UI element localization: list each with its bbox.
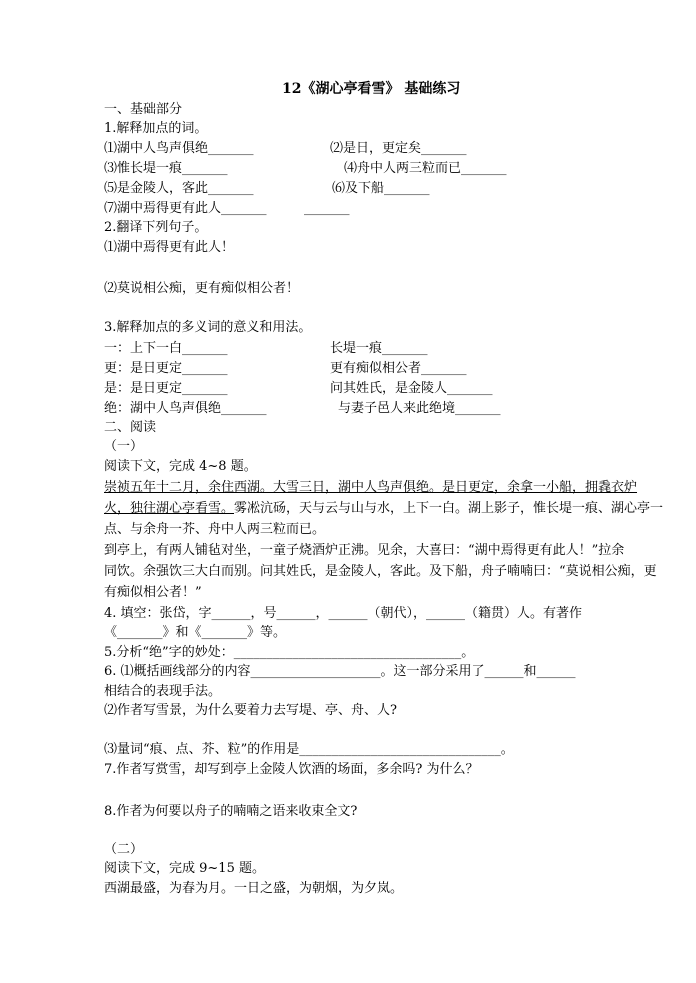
section2-heading: 二、阅读 xyxy=(104,420,157,435)
q7: 7.作者写赏雪，却写到亭上金陵人饮酒的场面，多余吗? 为什么？ xyxy=(104,762,479,777)
worksheet-title: 12《湖心亭看雪》 基础练习 xyxy=(282,81,461,97)
passage-line-2 xyxy=(104,499,663,518)
q5: 5.分析“绝”字的妙处：___________________________________。 xyxy=(104,645,475,660)
q3-row-2-right: 更有痴似相公者_______ xyxy=(330,361,467,376)
passage-line-2-underlined: 火，独往湖心亭看雪。 xyxy=(104,501,235,516)
q3-prompt: 3.解释加点的多义词的意义和用法。 xyxy=(104,320,312,335)
q1-item-5: ⑸是金陵人，客此_______ xyxy=(104,181,254,196)
passage-line-5: 同饮。余强饮三大白而别。问其姓氏，是金陵人，客此。及下船，舟子喃喃曰：“莫说相公痴，更 xyxy=(104,564,657,579)
q1-item-7: ⑺湖中焉得更有此人_______ xyxy=(104,201,267,216)
passage-line-4: 到亭上，有两人铺毡对坐，一童子烧酒炉正沸。见余，大喜曰：“湖中焉得更有此人！”拉余 xyxy=(104,543,625,558)
q4-line-1: 4. 填空：张岱，字______，号______，______（朝代），______（籍贯）人。有著作 xyxy=(104,606,583,621)
q1-item-8-blank: _______ xyxy=(304,201,350,216)
passage-line-2-rest: 雾凇沆砀，天与云与山与水，上下一白。湖上影子，惟长堤一痕、湖心亭一 xyxy=(234,501,664,516)
q6-1: 6. ⑴概括画线部分的内容____________________。这一部分采用了______和______ xyxy=(104,664,576,679)
part1-label: （一） xyxy=(104,439,144,454)
q3-row-4-left: 绝：湖中人鸟声俱绝_______ xyxy=(104,401,267,416)
q1-item-4: ⑷舟中人两三粒而已_______ xyxy=(344,161,507,176)
q3-row-1-right: 长堤一痕_______ xyxy=(330,341,428,356)
q2-item-1: ⑴湖中焉得更有此人！ xyxy=(104,240,235,255)
q1-item-3: ⑶惟长堤一痕_______ xyxy=(104,161,228,176)
q1-item-2: ⑵是日，更定矣_______ xyxy=(330,141,467,156)
part2-passage-line-1: 西湖最盛，为春为月。一日之盛，为朝烟，为夕岚。 xyxy=(104,881,404,896)
q1-item-6: ⑹及下船_______ xyxy=(332,181,430,196)
q3-row-3-left: 是：是日更定_______ xyxy=(104,381,228,396)
q3-row-2-left: 更：是日更定_______ xyxy=(104,361,228,376)
q3-row-1-left: 一：上下一白_______ xyxy=(104,341,228,356)
q6-3: ⑶量词“痕、点、芥、粒”的作用是_______________________________。 xyxy=(104,742,514,757)
q6-1-cont: 相结合的表现手法。 xyxy=(104,684,222,699)
q3-row-3-right: 问其姓氏，是金陵人_______ xyxy=(330,381,493,396)
q3-row-4-right: 与妻子邑人来此绝境_______ xyxy=(338,401,501,416)
q2-item-2: ⑵莫说相公痴，更有痴似相公者！ xyxy=(104,281,300,296)
q6-2: ⑵作者写雪景，为什么要着力去写堤、亭、舟、人? xyxy=(104,703,397,718)
q2-prompt: 2.翻译下列句子。 xyxy=(104,220,208,235)
q1-item-1: ⑴湖中人鸟声俱绝_______ xyxy=(104,141,254,156)
q4-line-2: 《_______》和《_______》等。 xyxy=(104,625,287,640)
passage-line-3: 点、与余舟一芥、舟中人两三粒而已。 xyxy=(104,522,326,537)
part1-instruction: 阅读下文，完成 4~8 题。 xyxy=(104,459,257,474)
q8: 8.作者为何要以舟子的喃喃之语来收束全文? xyxy=(104,804,358,819)
q1-prompt: 1.解释加点的词。 xyxy=(104,121,208,136)
part2-label: （二） xyxy=(104,842,144,857)
section1-heading: 一、基础部分 xyxy=(104,102,183,117)
passage-line-1-underlined: 崇祯五年十二月，余住西湖。大雪三日，湖中人鸟声俱绝。是日更定，余拿一小船，拥毳衣炉 xyxy=(104,480,638,495)
part2-instruction: 阅读下文，完成 9~15 题。 xyxy=(104,861,265,876)
passage-line-6: 有痴似相公者！” xyxy=(104,585,202,600)
